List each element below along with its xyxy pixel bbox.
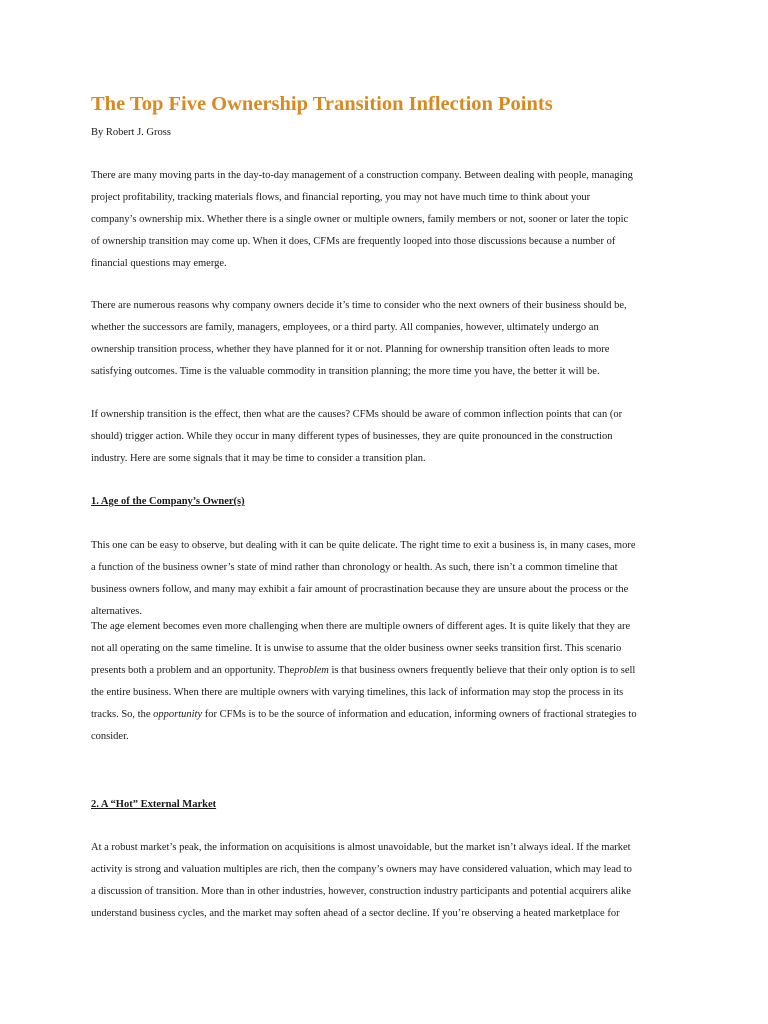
emphasis-problem: problem: [294, 665, 329, 676]
text-run: is that business owners frequently believe that their only option is to sell: [328, 665, 636, 676]
paragraph-causes: [91, 408, 691, 474]
text-run: tracks. So, the: [91, 709, 154, 720]
paragraph-line: whether the successors are family, managers, employees, or a third party. All companies, however, ultimately undergo an: [91, 322, 599, 333]
paragraph-line: At a robust market’s peak, the information on acquisitions is almost unavoidable, but the market isn’t always ideal. If the market: [91, 842, 631, 853]
paragraph-line: a discussion of transition. More than in other industries, however, construction industry participants and potential acquirers alike: [91, 886, 631, 897]
paragraph-line: satisfying outcomes. Time is the valuable commodity in transition planning; the more time you have, the better it will be.: [91, 366, 600, 377]
text-run: presents both a problem and an opportunity. The: [91, 665, 295, 676]
paragraph-line: of ownership transition may come up. When it does, CFMs are frequently looped into those discussions because a number of: [91, 236, 616, 247]
text-run: for CFMs is to be the source of information and education, informing owners of fractional strategies to: [202, 709, 637, 720]
paragraph-reasons: [91, 299, 691, 387]
byline: By Robert J. Gross: [91, 127, 171, 138]
emphasis-opportunity: opportunity: [153, 709, 203, 720]
paragraph-line: should) trigger action. While they occur in many different types of businesses, they are quite pronounced in the construction: [91, 431, 613, 442]
paragraph-line: the entire business. When there are multiple owners with varying timelines, this lack of information may stop the process in its: [91, 687, 624, 698]
paragraph-line: The age element becomes even more challenging when there are multiple owners of different ages. It is quite likely that they are: [91, 621, 631, 632]
paragraph-line: industry. Here are some signals that it may be time to consider a transition plan.: [91, 453, 426, 464]
paragraph-line: project profitability, tracking materials flows, and financial reporting, you may not have much time to think about your: [91, 192, 591, 203]
paragraph-line: a function of the business owner’s state of mind rather than chronology or health. As such, there isn’t a common timeline that: [91, 562, 618, 573]
paragraph-line: financial questions may emerge.: [91, 258, 227, 269]
section-heading-age: 1. Age of the Company’s Owner(s): [91, 496, 245, 507]
paragraph-market: [91, 841, 691, 929]
document-title: The Top Five Ownership Transition Inflection Points: [91, 93, 553, 115]
paragraph-line: ownership transition process, whether they have planned for it or not. Planning for ownership transition often leads to more: [91, 344, 610, 355]
paragraph-line: company’s ownership mix. Whether there is a single owner or multiple owners, family members or not, sooner or later the topic: [91, 214, 629, 225]
paragraph-line: understand business cycles, and the market may soften ahead of a sector decline. If you’re observing a heated marketplace for: [91, 908, 620, 919]
paragraph-line: activity is strong and valuation multiples are rich, then the company’s owners may have considered valuation, which may lead to: [91, 864, 632, 875]
paragraph-line: business owners follow, and many may exhibit a fair amount of procrastination because they are unsure about the process or the: [91, 584, 629, 595]
paragraph-intro: [91, 169, 691, 279]
paragraph-line: This one can be easy to observe, but dealing with it can be quite delicate. The right time to exit a business is, in many cases, more: [91, 540, 636, 551]
paragraph-line: [91, 708, 691, 730]
paragraph-line: not all operating on the same timeline. It is unwise to assume that the older business owner seeks transition first. This scenario: [91, 643, 622, 654]
paragraph-line: There are many moving parts in the day-to-day management of a construction company. Between dealing with people, managing: [91, 170, 633, 181]
section-heading-market: 2. A “Hot” External Market: [91, 799, 217, 810]
paragraph-line: If ownership transition is the effect, then what are the causes? CFMs should be aware of common inflection points that can (or: [91, 409, 623, 420]
paragraph-line: alternatives.: [91, 606, 143, 617]
paragraph-line: [91, 664, 691, 686]
paragraph-line: There are numerous reasons why company owners decide it’s time to consider who the next owners of their business should be,: [91, 300, 627, 311]
paragraph-age-element: [91, 620, 691, 752]
paragraph-age: [91, 539, 691, 627]
paragraph-line: consider.: [91, 731, 129, 742]
